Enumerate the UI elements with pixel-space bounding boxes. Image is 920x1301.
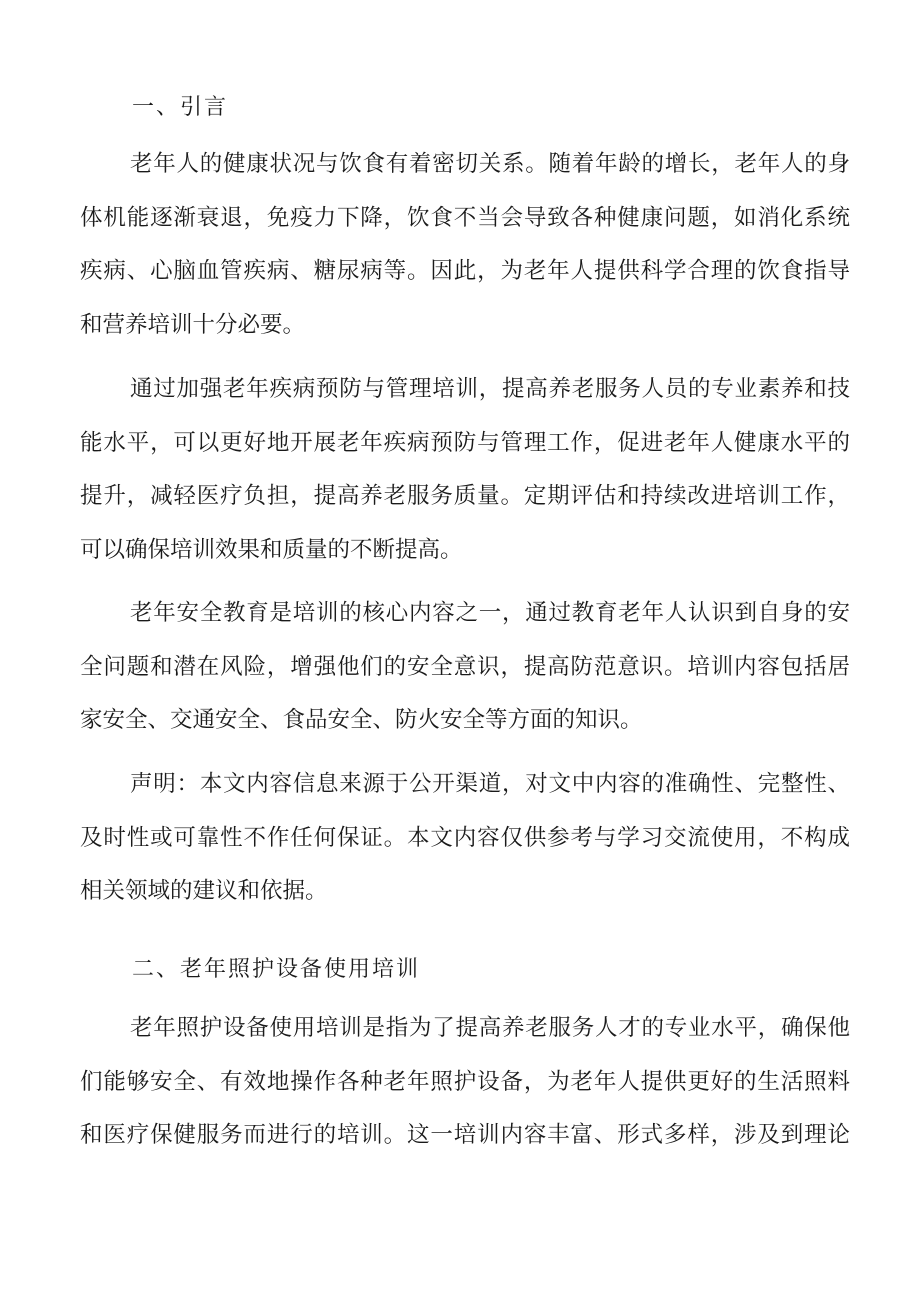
paragraph-line: 老年安全教育是培训的核心内容之一，通过教育老年人认识到自身的安	[130, 600, 850, 626]
paragraph-line: 可以确保培训效果和质量的不断提高。	[80, 536, 463, 563]
paragraph-line: 及时性或可靠性不作任何保证。本文内容仅供参考与学习交流使用，不构成	[80, 824, 850, 851]
paragraph-line: 疾病、心脑血管疾病、糖尿病等。因此，为老年人提供科学合理的饮食指导	[80, 258, 850, 284]
paragraph-line: 们能够安全、有效地操作各种老年照护设备，为老年人提供更好的生活照料	[80, 1068, 850, 1095]
paragraph-line: 体机能逐渐衰退，免疫力下降，饮食不当会导致各种健康问题，如消化系统	[80, 204, 850, 231]
paragraph-line: 提升，减轻医疗负担，提高养老服务质量。定期评估和持续改进培训工作，	[80, 483, 850, 509]
paragraph-line: 家安全、交通安全、食品安全、防火安全等方面的知识。	[80, 707, 643, 733]
section-heading-equipment-training: 二、老年照护设备使用培训	[132, 957, 421, 982]
paragraph-line: 全问题和潜在风险，增强他们的安全意识，提高防范意识。培训内容包括居	[80, 653, 850, 680]
paragraph-line: 声明：本文内容信息来源于公开渠道，对文中内容的准确性、完整性、	[130, 771, 850, 797]
paragraph-disease-prevention	[80, 372, 850, 586]
paragraph-line: 通过加强老年疾病预防与管理培训，提高养老服务人员的专业素养和技	[130, 376, 850, 402]
paragraph-line: 老年人的健康状况与饮食有着密切关系。随着年龄的增长，老年人的身	[130, 151, 850, 177]
paragraph-line: 能水平，可以更好地开展老年疾病预防与管理工作，促进老年人健康水平的	[80, 429, 850, 456]
section-heading-introduction: 一、引言	[132, 95, 229, 120]
paragraph-safety-education	[80, 596, 850, 757]
paragraph-disclaimer	[80, 767, 850, 928]
paragraph-line: 相关领域的建议和依据。	[80, 878, 328, 904]
paragraph-line: 和医疗保健服务而进行的培训。这一培训内容丰富、形式多样，涉及到理论	[80, 1122, 850, 1148]
paragraph-equipment-training	[80, 1011, 850, 1172]
paragraph-diet-health	[80, 147, 850, 361]
paragraph-line: 老年照护设备使用培训是指为了提高养老服务人才的专业水平，确保他	[130, 1015, 850, 1041]
paragraph-line: 和营养培训十分必要。	[80, 311, 306, 338]
